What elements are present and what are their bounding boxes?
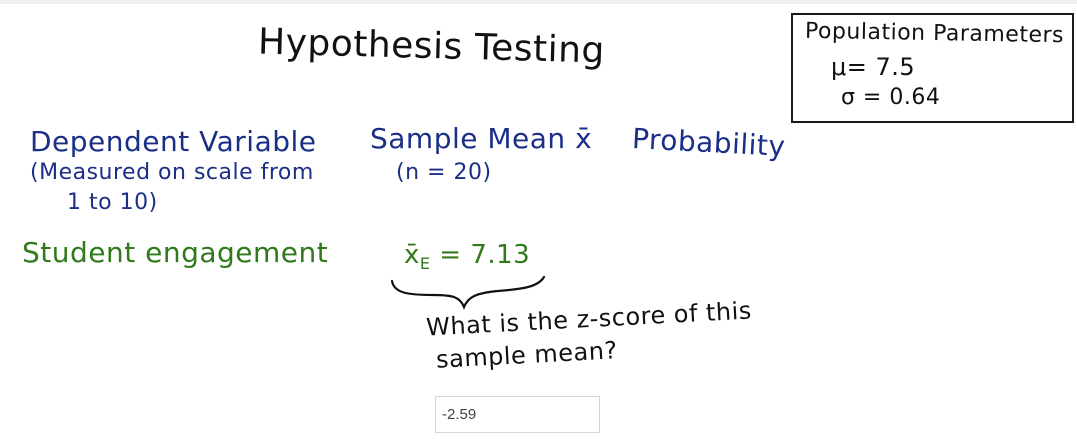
dependent-variable-note-line2: 1 to 10) <box>67 190 158 215</box>
question-line2: sample mean? <box>435 336 619 374</box>
population-parameters-heading: Population Parameters <box>804 18 1065 49</box>
sample-mean-number: = 7.13 <box>430 240 531 270</box>
probability-heading: Probability <box>631 122 787 163</box>
sample-mean-value <box>404 240 530 273</box>
page-title: Hypothesis Testing <box>257 21 606 72</box>
sample-mean-subscript: E <box>419 254 431 274</box>
population-mean: μ= 7.5 <box>831 53 916 81</box>
top-divider <box>0 0 1077 4</box>
curly-brace-icon <box>388 275 548 311</box>
answer-input[interactable] <box>435 396 600 433</box>
student-engagement-label: Student engagement <box>22 236 329 269</box>
question-line1: What is the z-score of this <box>425 296 753 342</box>
sample-size: (n = 20) <box>396 160 492 185</box>
dependent-variable-heading: Dependent Variable <box>30 125 317 158</box>
population-parameters-box <box>791 13 1074 123</box>
sample-mean-symbol: x̄ <box>404 240 420 270</box>
sample-mean-heading: Sample Mean x̄ <box>370 122 593 155</box>
population-std-dev: σ = 0.64 <box>841 85 941 110</box>
dependent-variable-note-line1: (Measured on scale from <box>30 160 314 185</box>
